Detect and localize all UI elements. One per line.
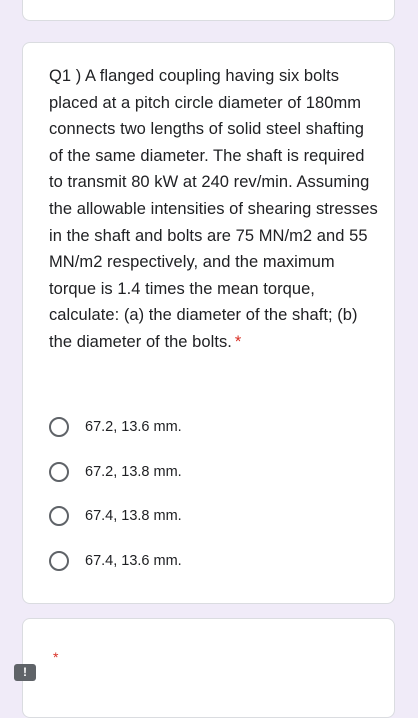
option-label: 67.4, 13.8 mm. [85, 508, 182, 525]
next-question-card [22, 618, 395, 718]
option-label: 67.2, 13.8 mm. [85, 463, 182, 480]
option-2[interactable] [49, 450, 379, 495]
previous-question-card [22, 0, 395, 21]
option-label: 67.4, 13.6 mm. [85, 552, 182, 569]
question-text: Q1 ) A flanged coupling having six bolts placed at a pitch circle diameter of 180mm connects two lengths of solid steel shafting of the same diameter. The shaft is required to transmit 80 kW at 240 rev/min. Assuming the allowable intensities of shearing stresses in the shaft and bolts are 75 MN/m2 and 55 MN/m2 respectively, and the maximum torque is 1.4 times the mean torque, calculate: (a) the diameter of the shaft; (b) the diameter of the bolts. [49, 67, 378, 351]
required-asterisk: * [53, 649, 59, 665]
question-title [49, 63, 379, 356]
option-3[interactable] [49, 494, 379, 539]
question-card [22, 42, 395, 604]
feedback-icon[interactable]: ! [14, 664, 36, 681]
answer-options [49, 405, 379, 583]
radio-button[interactable] [49, 551, 69, 571]
option-label: 67.2, 13.6 mm. [85, 419, 182, 436]
required-asterisk: * [234, 332, 242, 351]
radio-button[interactable] [49, 417, 69, 437]
radio-button[interactable] [49, 462, 69, 482]
option-1[interactable] [49, 405, 379, 450]
radio-button[interactable] [49, 506, 69, 526]
option-4[interactable] [49, 539, 379, 584]
